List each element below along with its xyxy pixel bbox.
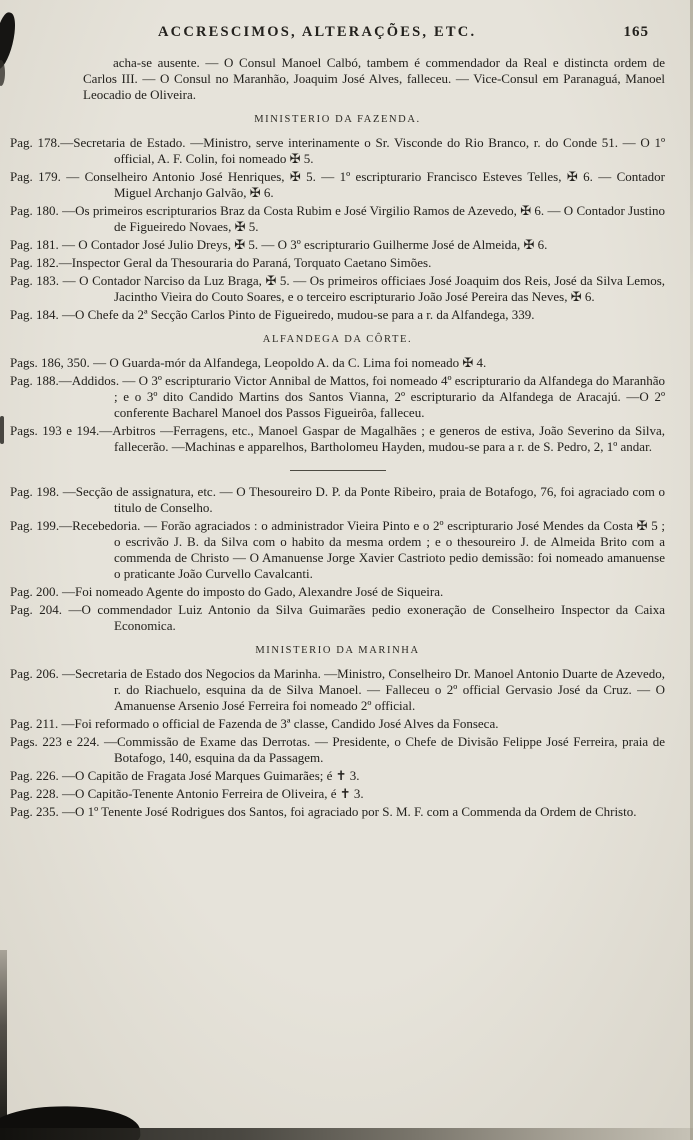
- entry-page-label: Pag. 226.: [10, 768, 59, 783]
- entry-page-label: Pag. 228.: [10, 786, 59, 801]
- entry-text: —Arbitros —Ferragens, etc., Manoel Gaspar de Magalhães ; e generos de estiva, João Severino da Silva, fallecerão. —Machinas e apparelhos, Bartholomeu Hayden, mudou-se para a r. de S. Pedro, 2, 1º andar.: [99, 423, 665, 454]
- entry-text: —Recebedoria. — Forão agraciados : o administrador Vieira Pinto e o 2º escripturario José Mendes da Costa ✠ 5 ; o escrivão J. B. da Silva com o habito da mesma ordem ; e o thesoureiro J. de Almeida Brito com a commenda de Christo — O Amanuense Jorge Xavier Castrioto pedio demissão: foi nomeado amanuense o praticante João Curvello Cavalcanti.: [59, 518, 665, 581]
- entry-text: —Foi reformado o official de Fazenda de 3ª classe, Candido José Alves da Fonseca.: [58, 716, 499, 731]
- entry-page-label: Pag. 204.: [10, 602, 63, 617]
- entry-row: [10, 169, 665, 201]
- entry-row: [10, 734, 665, 766]
- scan-edge-left-bottom: [0, 950, 7, 1140]
- entry-text: —O Chefe da 2ª Secção Carlos Pinto de Figueiredo, mudou-se para a r. da Alfandega, 339.: [58, 307, 535, 322]
- entry-page-label: Pag. 188.: [10, 373, 59, 388]
- entry-text: —O Capitão de Fragata José Marques Guimarães; é ✝ 3.: [58, 768, 360, 783]
- entry-row: [10, 768, 665, 784]
- entry-row: [10, 584, 665, 600]
- entry-text: —Os primeiros escripturarios Braz da Costa Rubim e José Virgilio Ramos de Azevedo, ✠ 6. — O Contador Justino de Figueiredo Novaes, ✠ 5.: [58, 203, 665, 234]
- entry-page-label: Pag. 235.: [10, 804, 59, 819]
- entry-row: [10, 307, 665, 323]
- entry-text: — O Guarda-mór da Alfandega, Leopoldo A. da C. Lima foi nomeado ✠ 4.: [89, 355, 487, 370]
- entry-page-label: Pag. 198.: [10, 484, 60, 499]
- entry-text: —Foi nomeado Agente do imposto do Gado, Alexandre José de Siqueira.: [58, 584, 444, 599]
- entry-page-label: Pag. 178.: [10, 135, 61, 150]
- entry-page-label: Pag. 182.: [10, 255, 59, 270]
- page-content: [0, 41, 693, 820]
- entry-page-label: Pag. 211.: [10, 716, 59, 731]
- entry-row: [10, 518, 665, 582]
- content-blocks: [10, 112, 665, 820]
- section-heading: MINISTERIO DA MARINHA: [255, 645, 420, 656]
- entry-row: [10, 666, 665, 714]
- entry-row: [10, 273, 665, 305]
- entry-row: [10, 484, 665, 516]
- entry-row: [10, 602, 665, 634]
- section-heading: MINISTERIO DA FAZENDA.: [254, 114, 421, 125]
- entry-row: [10, 135, 665, 167]
- entry-page-label: Pag. 180.: [10, 203, 59, 218]
- entry-row: [10, 423, 665, 455]
- entry-text: —Inspector Geral da Thesouraria do Paraná, Torquato Caetano Simões.: [58, 255, 432, 270]
- entry-text: —Commissão de Exame das Derrotas. — Presidente, o Chefe de Divisão Felippe José Ferreira, praia de Botafogo, 140, esquina da da Passagem.: [99, 734, 665, 765]
- entry-text: —Secretaria de Estado dos Negocios da Marinha. —Ministro, Conselheiro Dr. Manoel Antonio Duarte de Azevedo, r. do Riachuelo, esquina da de Silva Manoel. — Falleceu o 2º official Gervasio José da Cruz. — O Amanuense Arsenio José Ferreira foi nomeado 2º official.: [58, 666, 666, 713]
- entry-page-label: Pag. 183.: [10, 273, 60, 288]
- entry-page-label: Pag. 199.: [10, 518, 60, 533]
- entry-row: [10, 804, 665, 820]
- entry-row: [10, 255, 665, 271]
- entry-row: [10, 203, 665, 235]
- entry-text: — Conselheiro Antonio José Henriques, ✠ 5. — 1º escripturario Francisco Esteves Telles, ✠ 6. — Contador Miguel Archanjo Galvão, ✠ 6.: [60, 169, 666, 200]
- page-header: [0, 0, 693, 41]
- entry-text: —O 1º Tenente José Rodrigues dos Santos, foi agraciado por S. M. F. com a Commenda da Ordem de Christo.: [58, 804, 637, 819]
- page-number: 165: [623, 24, 649, 40]
- intro-paragraph: acha-se ausente. — O Consul Manoel Calbó, tambem é commendador da Real e distincta ordem de Carlos III. — O Consul no Maranhão, Joaquim José Alves, falleceu. — Vice-Consul em Paranaguá, Manoel Leocadio de Oliveira.: [83, 55, 665, 102]
- entry-page-label: Pags. 186, 350.: [10, 355, 90, 370]
- entry-page-label: Pag. 200.: [10, 584, 59, 599]
- section-heading: ALFANDEGA DA CÔRTE.: [262, 334, 413, 345]
- entry-row: [10, 786, 665, 802]
- entry-text: —O Capitão-Tenente Antonio Ferreira de Oliveira, é ✝ 3.: [58, 786, 364, 801]
- entry-row: [10, 716, 665, 732]
- scan-shadow-bottom: [0, 1128, 693, 1140]
- entry-row: [10, 237, 665, 253]
- entry-page-label: Pags. 193 e 194.: [10, 423, 100, 438]
- ink-smudge-bottom-left: [0, 1102, 141, 1140]
- entry-text: —Addidos. — O 3º escripturario Victor Annibal de Mattos, foi nomeado 4º escripturario da Alfandega do Maranhão ; e o 3º dito Candido Martins dos Santos Vianna, 2º escripturario da Alfandega de Aracajú. —O 2º conferente Bacharel Manoel dos Passos Figueirôa, falleceu.: [58, 373, 666, 420]
- entry-page-label: Pag. 181.: [10, 237, 59, 252]
- entry-row: [10, 355, 665, 371]
- section-divider: [290, 470, 386, 471]
- entry-page-label: Pags. 223 e 224.: [10, 734, 100, 749]
- entry-text: —Secção de assignatura, etc. — O Thesoureiro D. P. da Ponte Ribeiro, praia de Botafogo, 76, foi agraciado com o titulo de Conselho.: [59, 484, 665, 515]
- entry-text: — O Contador José Julio Dreys, ✠ 5. — O 3º escripturario Guilherme José de Almeida, ✠ 6.: [58, 237, 548, 252]
- entry-page-label: Pag. 184.: [10, 307, 59, 322]
- entry-text: —O commendador Luiz Antonio da Silva Guimarães pedio exoneração de Conselheiro Inspector da Caixa Economica.: [62, 602, 666, 633]
- entry-row: [10, 373, 665, 421]
- entry-page-label: Pag. 206.: [10, 666, 59, 681]
- entry-text: — O Contador Narciso da Luz Braga, ✠ 5. — Os primeiros officiaes José Joaquim dos Reis, José da Silva Lemos, Jacintho Vieira do Couto Soares, e o terceiro escripturario João José Pereira das Neves, ✠ 6.: [59, 273, 665, 304]
- running-title: ACCRESCIMOS, ALTERAÇÕES, ETC.: [158, 24, 477, 40]
- entry-page-label: Pag. 179.: [10, 169, 61, 184]
- entry-text: —Secretaria de Estado. —Ministro, serve interinamente o Sr. Visconde do Rio Branco, r. do Conde 51. — O 1º official, A. F. Colin, foi nomeado ✠ 5.: [60, 135, 666, 166]
